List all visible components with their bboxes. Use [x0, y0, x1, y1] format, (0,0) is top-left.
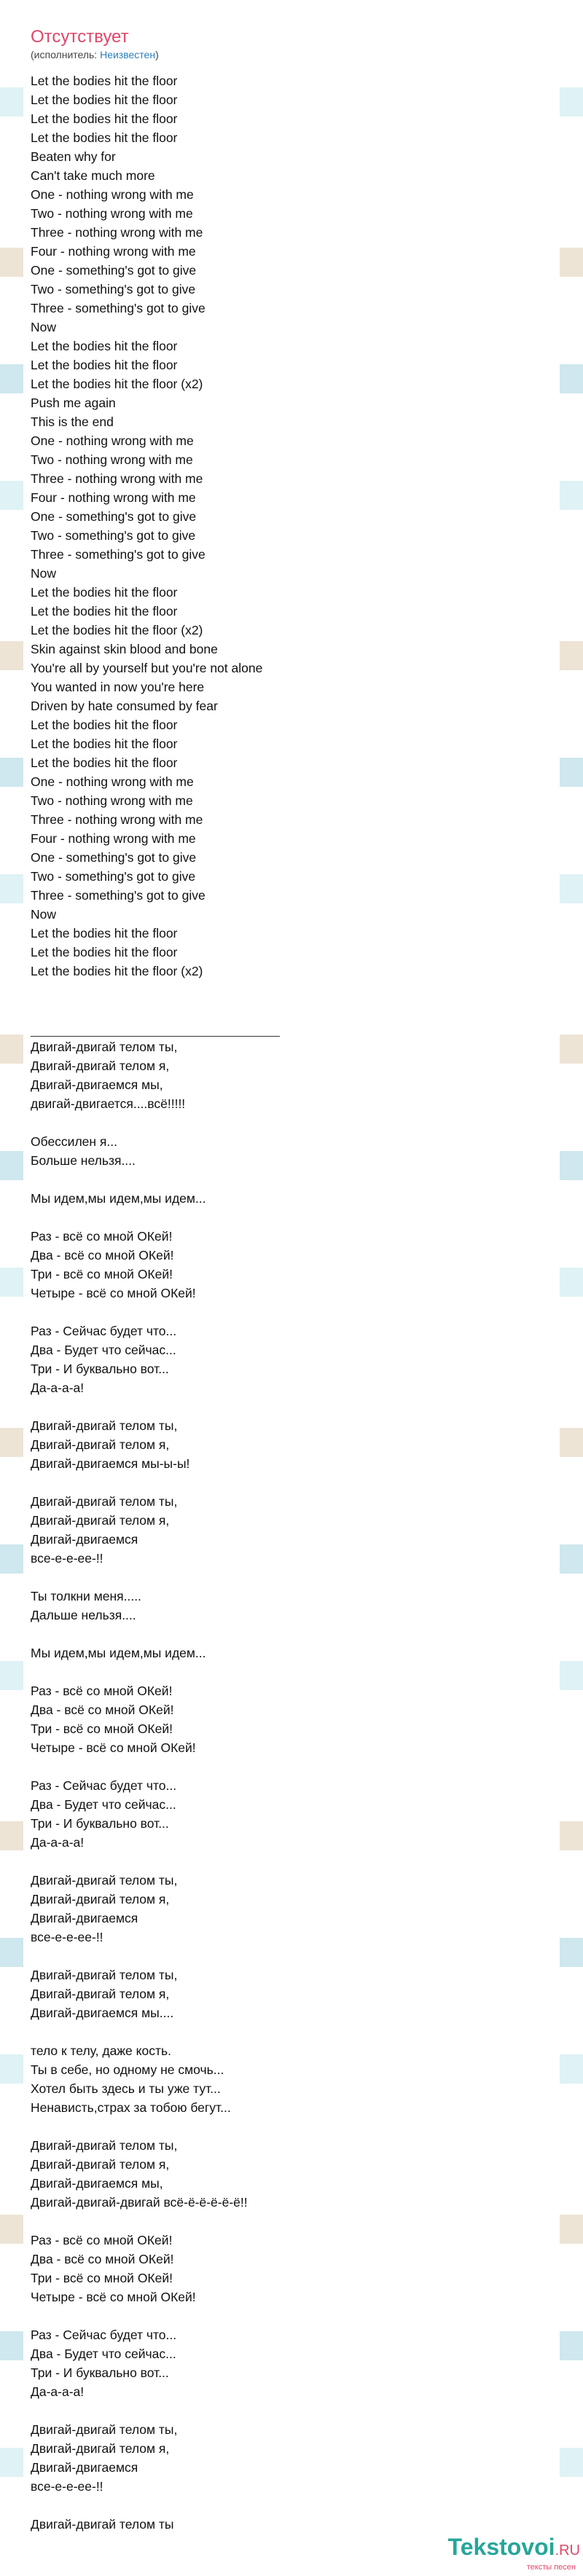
performer-prefix: (исполнитель: [31, 49, 101, 60]
lyric-line: Три - И буквально вот... [31, 1816, 169, 1831]
lyric-line: Два - всё со мной ОКей! [31, 2252, 174, 2266]
lyric-line: Now [31, 320, 57, 334]
lyric-line: Three - something's got to give [31, 547, 206, 562]
lyric-line: Let the bodies hit the floor [31, 339, 178, 353]
lyric-line: Beaten why for [31, 149, 116, 164]
performer-suffix: ) [155, 49, 159, 60]
lyric-line: Двигай-двигай телом я, [31, 1892, 170, 1907]
lyric-line: Двигай-двигай телом я, [31, 1059, 170, 1073]
lyric-line: Three - nothing wrong with me [31, 471, 203, 486]
lyric-line: Skin against skin blood and bone [31, 642, 218, 656]
lyric-line: Ненависть,страх за тобою бегут... [31, 2100, 231, 2115]
lyric-line [31, 1473, 541, 1492]
lyric-line: все-е-е-ее-!! [31, 1551, 103, 1566]
lyric-line: все-е-е-ее-!! [31, 1930, 103, 1944]
lyric-line: Два - Будет что сейчас... [31, 1343, 176, 1357]
lyric-line: Два - Будет что сейчас... [31, 2347, 176, 2361]
lyric-line [31, 1757, 541, 1776]
lyric-line: Три - всё со мной ОКей! [31, 1721, 173, 1736]
lyric-line: Now [31, 907, 57, 922]
performer-link[interactable]: Неизвестен [100, 49, 156, 60]
lyric-line [31, 1113, 541, 1132]
lyric-line: Driven by hate consumed by fear [31, 699, 218, 713]
lyric-line: Двигай-двигаемся мы, [31, 1077, 163, 1092]
lyric-line: Let the bodies hit the floor (x2) [31, 964, 203, 978]
lyric-line: Двигай-двигай телом ты, [31, 2422, 178, 2437]
lyric-line [31, 1208, 541, 1227]
lyric-line: Two - something's got to give [31, 282, 196, 297]
lyric-line: Ты толкни меня..... [31, 1589, 141, 1603]
lyric-line: Let the bodies hit the floor [31, 111, 178, 126]
lyric-line: Три - всё со мной ОКей! [31, 1267, 173, 1281]
lyric-line: Да-а-а-а! [31, 2384, 85, 2399]
lyric-line: Обессилен я... [31, 1134, 117, 1149]
lyric-line: Два - Будет что сейчас... [31, 1797, 176, 1812]
lyric-line: Четыре - всё со мной ОКей! [31, 2290, 196, 2304]
lyric-line: Двигай-двигай телом я, [31, 1987, 170, 2001]
lyric-line [31, 1397, 541, 1416]
lyric-line: You're all by yourself but you're not alone [31, 661, 263, 675]
lyric-line: Now [31, 566, 57, 581]
lyric-line: Двигай-двигаемся мы-ы-ы! [31, 1456, 190, 1471]
lyric-line: Три - И буквально вот... [31, 1362, 169, 1376]
lyric-line: Let the bodies hit the floor [31, 604, 178, 619]
lyric-line: One - nothing wrong with me [31, 774, 194, 789]
lyric-line: Двигай-двигай телом ты, [31, 1418, 178, 1433]
lyric-line: Three - nothing wrong with me [31, 225, 203, 240]
lyric-line [31, 2212, 541, 2231]
lyric-line: Can't take much more [31, 168, 155, 183]
lyric-line: Двигай-двигай-двигай всё-ё-ё-ё-ё-ё!! [31, 2195, 248, 2210]
lyric-line: Раз - всё со мной ОКей! [31, 1229, 173, 1244]
lyric-line: Дальше нельзя.... [31, 1608, 136, 1622]
lyric-line: все-е-е-ее-!! [31, 2479, 103, 2494]
lyric-line: Let the bodies hit the floor [31, 358, 178, 372]
lyric-line: Let the bodies hit the floor [31, 74, 178, 88]
lyric-line [31, 1170, 541, 1189]
lyric-line: Двигай-двигай телом я, [31, 2441, 170, 2456]
lyric-line: Двигай-двигай телом я, [31, 1437, 170, 1452]
lyric-line: Two - nothing wrong with me [31, 206, 193, 221]
lyric-line: Двигай-двигай телом ты [31, 2517, 174, 2532]
lyric-line: Ты в себе, но одному не смочь... [31, 2062, 224, 2077]
lyric-line [31, 1303, 541, 1322]
lyric-line: Four - nothing wrong with me [31, 831, 196, 846]
lyric-line: Two - something's got to give [31, 528, 196, 543]
lyric-line: One - nothing wrong with me [31, 187, 194, 202]
lyric-line: Двигай-двигаемся [31, 1532, 138, 1547]
lyric-line: Раз - всё со мной ОКей! [31, 1684, 173, 1698]
logo-text: Tekstovoi.RU [447, 2534, 580, 2560]
lyric-line [31, 2022, 541, 2041]
lyric-line: Четыре - всё со мной ОКей! [31, 1286, 196, 1300]
lyric-line: двигай-двигается....всё!!!!! [31, 1096, 186, 1111]
lyric-line [31, 2306, 541, 2325]
lyric-line: Let the bodies hit the floor [31, 755, 178, 770]
lyric-line: Больше нельзя.... [31, 1153, 136, 1168]
lyric-line: Раз - Сейчас будет что... [31, 2328, 177, 2342]
lyric-line: Двигай-двигай телом ты, [31, 1494, 178, 1509]
song-title: Отсутствует [31, 27, 129, 47]
lyric-line: Двигай-двигай телом ты, [31, 1040, 178, 1054]
lyric-line: Двигай-двигай телом ты, [31, 1968, 178, 1982]
lyric-line: Let the bodies hit the floor [31, 585, 178, 600]
lyric-line: Let the bodies hit the floor [31, 93, 178, 107]
lyric-line [31, 1947, 541, 1966]
lyric-line: One - something's got to give [31, 509, 197, 524]
lyric-line: Four - nothing wrong with me [31, 244, 196, 259]
lyric-line: Двигай-двигаемся [31, 1911, 138, 1925]
lyric-line [31, 2496, 541, 2515]
lyrics-translation [31, 1037, 541, 2534]
lyric-line: One - something's got to give [31, 850, 197, 865]
lyric-line: You wanted in now you're here [31, 680, 205, 694]
lyric-line: Let the bodies hit the floor [31, 926, 178, 941]
song-header [31, 26, 159, 61]
lyric-line: Двигай-двигаемся [31, 2460, 138, 2475]
lyric-line: Двигай-двигай телом я, [31, 2157, 170, 2172]
lyric-line: Three - nothing wrong with me [31, 812, 203, 827]
lyric-line: Three - something's got to give [31, 888, 206, 903]
lyric-line: Let the bodies hit the floor [31, 737, 178, 751]
lyric-line: Двигай-двигай телом ты, [31, 2138, 178, 2153]
lyric-line: Two - nothing wrong with me [31, 452, 193, 467]
lyric-line: Да-а-а-а! [31, 1835, 85, 1850]
lyric-line: Хотел быть здесь и ты уже тут... [31, 2081, 221, 2096]
lyric-line: Два - всё со мной ОКей! [31, 1248, 174, 1263]
lyric-line: Two - something's got to give [31, 869, 196, 884]
section-separator [31, 1036, 280, 1037]
lyric-line [31, 1625, 541, 1644]
lyric-line [31, 1852, 541, 1871]
lyric-line: Три - всё со мной ОКей! [31, 2271, 173, 2285]
section-gap [31, 981, 541, 1037]
lyrics-original [31, 71, 541, 981]
lyric-line: This is the end [31, 415, 114, 429]
lyric-line: Двигай-двигаемся мы, [31, 2176, 163, 2191]
lyric-line: One - something's got to give [31, 263, 197, 278]
logo-tagline: тексты песен [526, 2563, 576, 2572]
lyric-line: тело к телу, даже кость. [31, 2043, 171, 2058]
content-card [23, 17, 560, 2560]
lyric-line: Двигай-двигаемся мы.... [31, 2006, 174, 2020]
lyric-line: Two - nothing wrong with me [31, 793, 193, 808]
lyric-line: Два - всё со мной ОКей! [31, 1703, 174, 1717]
lyric-line: Four - nothing wrong with me [31, 490, 196, 505]
lyric-line: Три - И буквально вот... [31, 2365, 169, 2380]
lyric-line [31, 2117, 541, 2136]
lyric-line: Push me again [31, 396, 116, 410]
lyric-line: Раз - всё со мной ОКей! [31, 2233, 173, 2247]
site-logo[interactable] [448, 2534, 580, 2572]
lyric-line: Let the bodies hit the floor [31, 130, 178, 145]
lyric-line: Четыре - всё со мной ОКей! [31, 1740, 196, 1755]
lyric-line [31, 1568, 541, 1587]
lyric-line: Let the bodies hit the floor [31, 945, 178, 959]
lyric-line: One - nothing wrong with me [31, 433, 194, 448]
lyric-line: Раз - Сейчас будет что... [31, 1778, 177, 1793]
lyric-line [31, 1662, 541, 1681]
lyric-line [31, 2401, 541, 2420]
lyrics-block [31, 71, 541, 2534]
lyric-line: Let the bodies hit the floor (x2) [31, 623, 203, 637]
lyric-line: Three - something's got to give [31, 301, 206, 315]
lyric-line: Да-а-а-а! [31, 1381, 85, 1395]
lyric-line: Let the bodies hit the floor [31, 718, 178, 732]
performer-line [31, 48, 159, 61]
lyric-line: Мы идем,мы идем,мы идем... [31, 1646, 206, 1660]
lyric-line: Двигай-двигай телом я, [31, 1513, 170, 1528]
lyric-line: Раз - Сейчас будет что... [31, 1324, 177, 1338]
lyric-line: Let the bodies hit the floor (x2) [31, 377, 203, 391]
lyric-line: Двигай-двигай телом ты, [31, 1873, 178, 1888]
lyric-line: Мы идем,мы идем,мы идем... [31, 1191, 206, 1206]
